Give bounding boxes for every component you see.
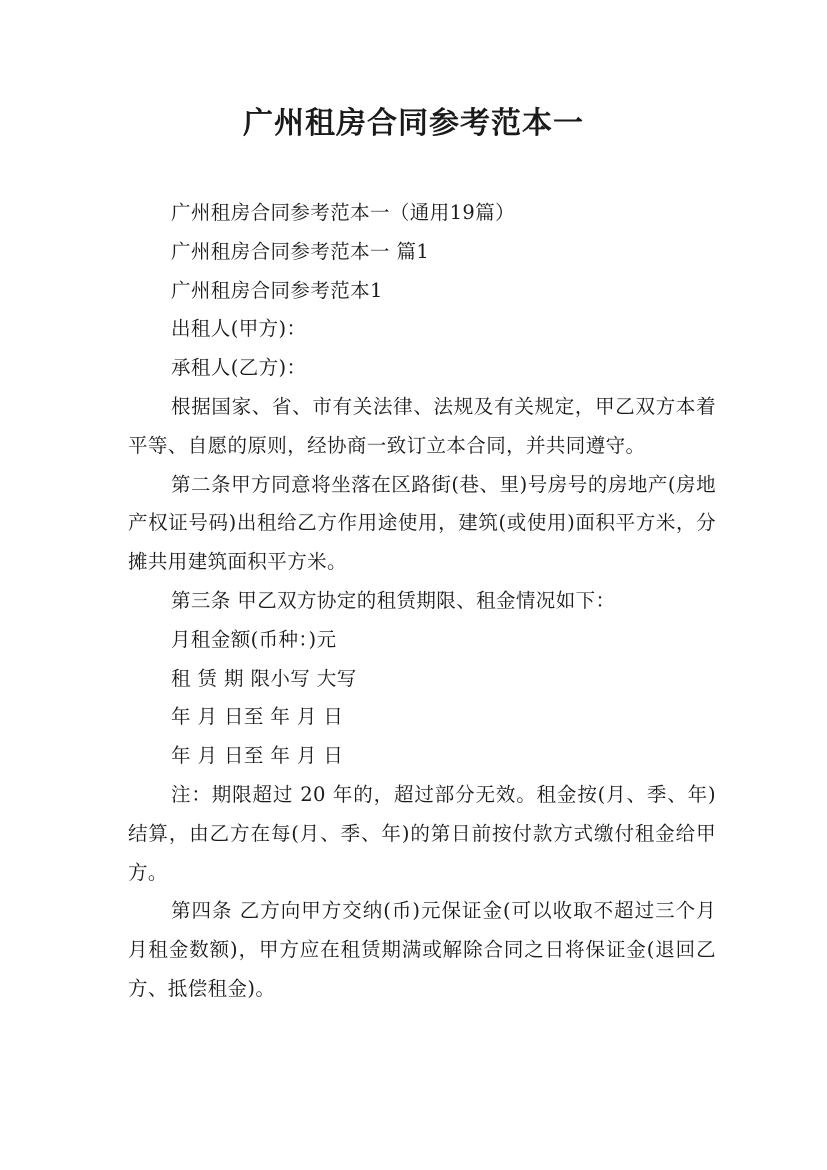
paragraph-article-3: 第三条 甲乙双方协定的租赁期限、租金情况如下： [171,588,616,612]
paragraph-heading-general: 广州租房合同参考范本一（通用19篇） [171,201,516,224]
paragraph-preamble: 根据国家、省、市有关法律、法规及有关规定，甲乙双方本着平等、自愿的原则，经协商一致订立本合同，并共同遵守。 [128,394,716,457]
paragraph-note: 注：期限超过 20 年的，超过部分无效。租金按(月、季、年)结算，由乙方在每(月、季、年)的第日前按付款方式缴付租金给甲方。 [128,782,716,884]
document-body [128,194,716,1009]
paragraph-lessee: 承租人(乙方)： [171,356,307,380]
paragraph-article-2: 第二条甲方同意将坐落在区路街(巷、里)号房号的房地产(房地产权证号码)出租给乙方作用途使用，建筑(或使用)面积平方米，分摊共用建筑面积平方米。 [128,472,716,574]
paragraph-heading-sample1: 广州租房合同参考范本1 [171,278,383,302]
paragraph-monthly-rent: 月租金额(币种：)元 [171,627,337,651]
paragraph-lessor: 出租人(甲方)： [171,317,307,341]
document-title: 广州租房合同参考范本一 [243,106,584,141]
paragraph-article-4: 第四条 乙方向甲方交纳(币)元保证金(可以收取不超过三个月月租金数额)，甲方应在租赁期满或解除合同之日将保证金(退回乙方、抵偿租金)。 [128,899,716,1000]
paragraph-lease-term-row-1: 年 月 日至 年 月 日 [171,705,344,729]
paragraph-lease-term-row-2: 年 月 日至 年 月 日 [171,744,344,768]
paragraph-lease-term-header: 租 赁 期 限小写 大写 [171,666,357,690]
paragraph-heading-part1: 广州租房合同参考范本一 篇1 [171,239,430,263]
